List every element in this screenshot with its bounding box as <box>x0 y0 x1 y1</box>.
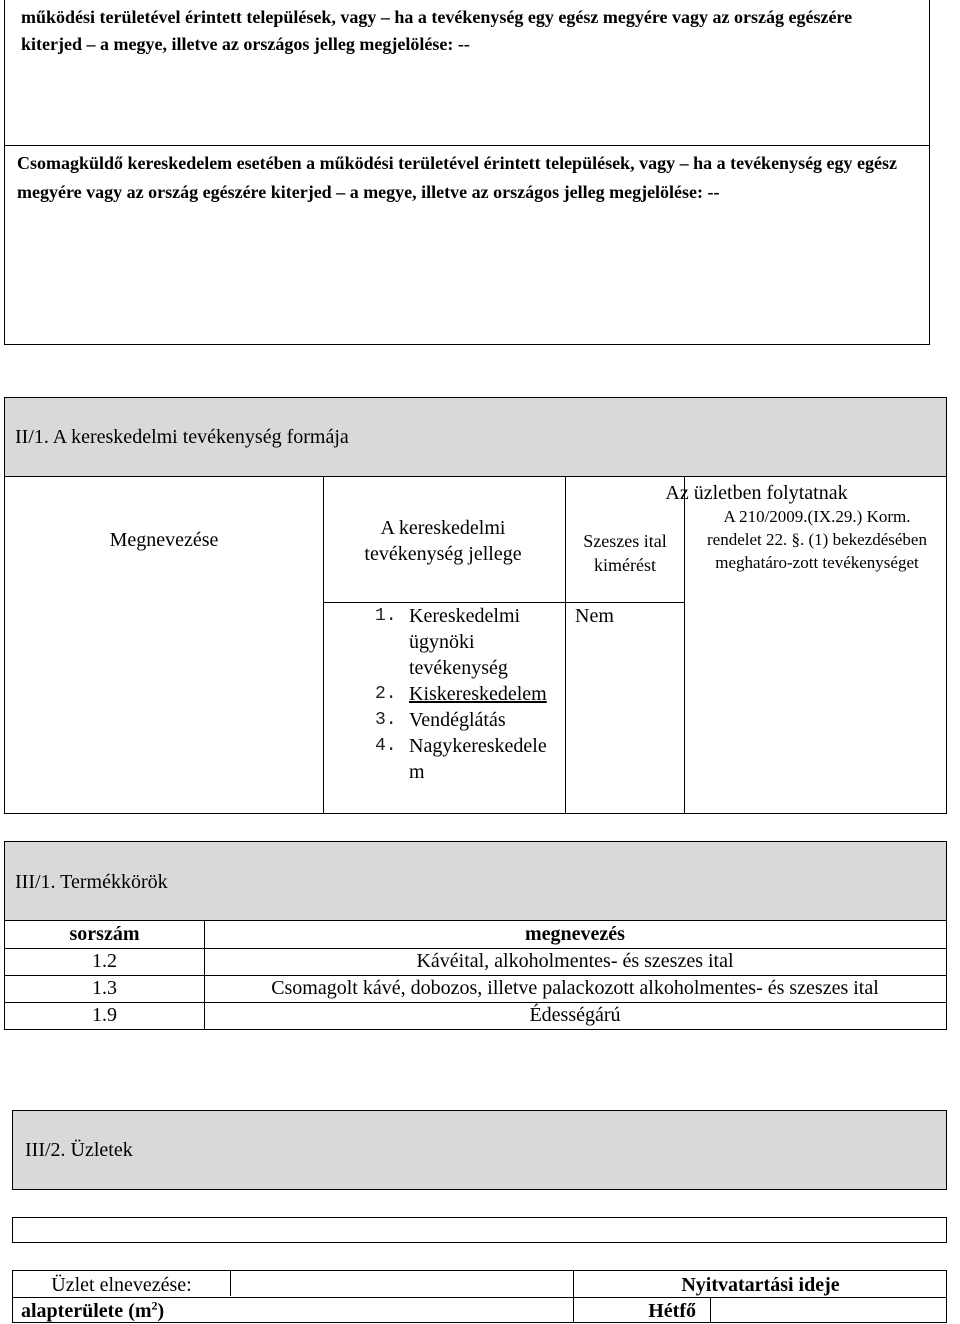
group-header-uzletben: Az üzletben folytatnak <box>665 482 848 504</box>
empty-field-box <box>12 1217 947 1243</box>
list-item: 4. Nagykereskedelem <box>375 735 547 783</box>
section-iii1-title: III/1. Termékkörök <box>15 871 168 893</box>
list-item: 3. Vendéglátás <box>375 709 506 731</box>
col-rendelet: A 210/2009.(IX.29.) Korm. rendelet 22. §. (1) bekezdésében meghatáro-zott tevékenységet <box>707 507 927 572</box>
header-megnevezes: megnevezés <box>525 923 625 945</box>
table-row: 1.2 Kávéital, alkoholmentes- és szeszes ital <box>92 950 734 972</box>
mail-order-area-box <box>4 146 930 345</box>
szeszes-value: Nem <box>575 605 614 627</box>
section-iii2-title: III/2. Üzletek <box>25 1139 133 1161</box>
section-iii1-header <box>4 841 947 921</box>
mail-order-area-text: Csomagküldő kereskedelem esetében a működési területével érintett települések, vagy – ha a tevékenység egy egész megyére vagy az ország egészére kiterjed – a megye, illetve az országos jelleg megjelölése: -- <box>17 153 898 202</box>
activity-form-table <box>4 477 947 814</box>
col-szeszes: Szeszes ital kimérést <box>583 531 667 575</box>
uzlet-elnevezese-label: Üzlet elnevezése: <box>51 1274 192 1296</box>
activity-type-list <box>375 603 565 785</box>
alapterulete-label: alapterülete $(m^2)$ <box>21 1298 165 1322</box>
list-item: 2. Kiskereskedelem <box>375 683 547 705</box>
operating-area-text: működési területével érintett települések, vagy – ha a tevékenység egy egész megyére vagy az ország egészére kiterjed – a megye, illetve az országos jelleg megjelölése: -- <box>21 7 853 54</box>
header-sorszam: sorszám <box>69 923 140 945</box>
hetfo-label: Hétfő <box>648 1300 696 1322</box>
nyitvatartasi-ideje-label: Nyitvatartási ideje <box>681 1274 840 1296</box>
col-megnevezese: Megnevezése <box>109 529 219 551</box>
col-jellege: A kereskedelmi tevékenység jellege <box>364 517 522 565</box>
list-item: 1. Kereskedelmi ügynöki tevékenység <box>375 605 521 679</box>
section-ii1-title: II/1. A kereskedelmi tevékenység formája <box>15 426 349 448</box>
table-row: 1.9 Édességárú <box>92 1004 621 1026</box>
section-ii1-header <box>4 397 947 477</box>
operating-area-box <box>4 0 930 146</box>
table-header-row <box>5 921 946 948</box>
shops-table <box>12 1270 947 1323</box>
product-groups-table <box>4 921 947 1030</box>
section-iii2-header <box>12 1110 947 1190</box>
table-row: 1.3 Csomagolt kávé, dobozos, illetve palackozott alkoholmentes- és szeszes ital <box>92 977 879 999</box>
